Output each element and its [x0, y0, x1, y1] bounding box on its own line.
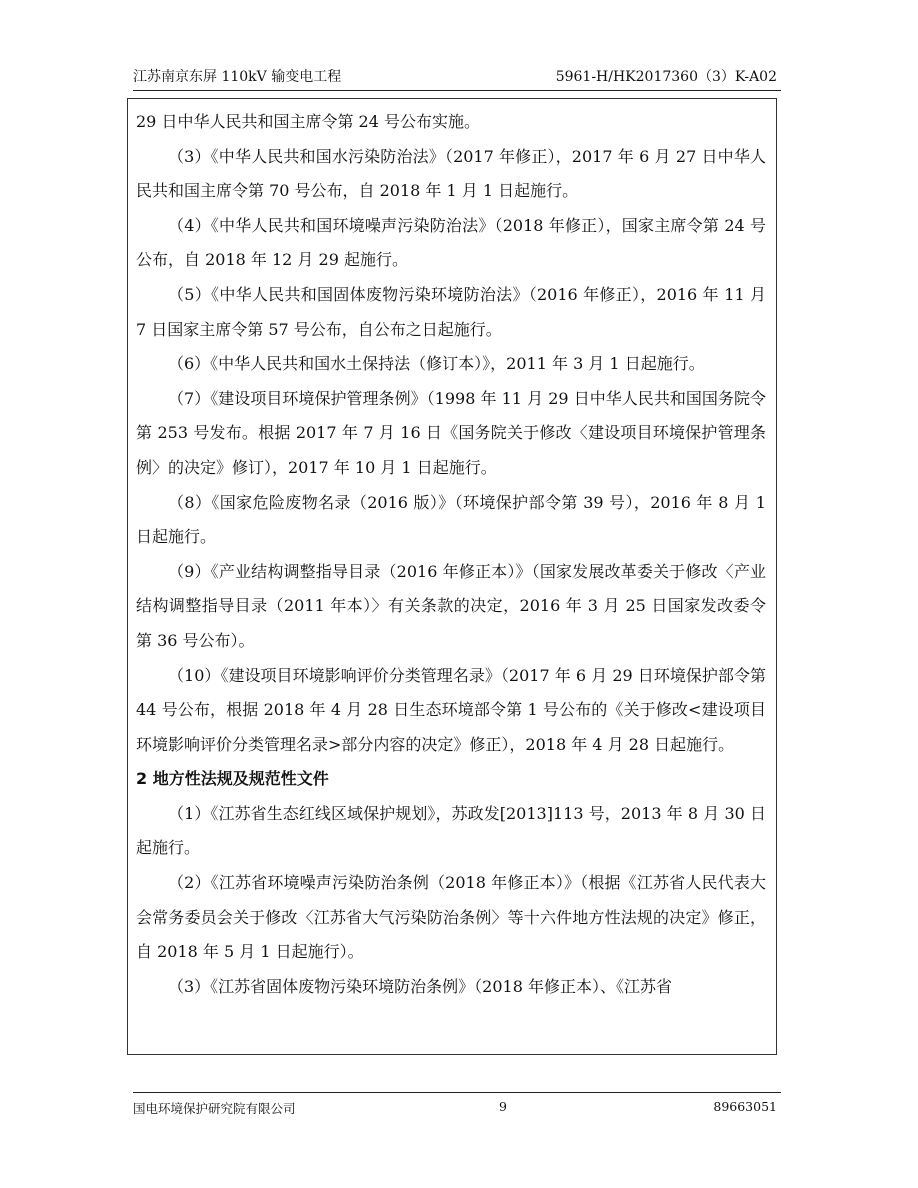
footer-code: 89663051 [713, 1099, 777, 1114]
page-footer [133, 1092, 781, 1121]
list-item: （9）《产业结构调整指导目录（2016 年修正本）》（国家发展改革委关于修改〈产业结构调整指导目录（2011 年本）〉有关条款的决定，2016 年 3 月 25 日国家发改委令第 36 号公布）。 [136, 561, 766, 650]
header-document-number: 5961-H/HK2017360（3）K-A02 [555, 69, 777, 85]
paragraph-continuation: 29 日中华人民共和国主席令第 24 号公布实施。 [136, 112, 480, 131]
list-item: （10）《建设项目环境影响评价分类管理名录》（2017 年 6 月 29 日环境保护部令第 44 号公布，根据 2018 年 4 月 28 日生态环境部令第 1 号公布的《关于修改<建设项目环境影响评价分类管理名录>部分内容的决定》修正），2018 年 4 月 28 日起施行。 [136, 665, 766, 754]
content-frame [127, 98, 777, 1055]
list-item: （1）《江苏省生态红线区域保护规划》，苏政发[2013]113 号，2013 年 8 月 30 日起施行。 [136, 803, 766, 858]
list-item: （2）《江苏省环境噪声污染防治条例（2018 年修正本）》（根据《江苏省人民代表大会常务委员会关于修改〈江苏省大气污染防治条例〉等十六件地方性法规的决定》修正，自 2018 年 5 月 1 日起施行）。 [136, 873, 766, 962]
list-item: （5）《中华人民共和国固体废物污染环境防治法》（2016 年修正），2016 年 11 月 7 日国家主席令第 57 号公布，自公布之日起施行。 [136, 284, 766, 339]
list-item: （6）《中华人民共和国水土保持法（修订本）》，2011 年 3 月 1 日起施行。 [168, 354, 705, 374]
page-header [133, 64, 781, 91]
list-item: （8）《国家危险废物名录（2016 版）》（环境保护部令第 39 号），2016 年 8 月 1 日起施行。 [136, 492, 766, 547]
list-item: （3）《江苏省固体废物污染环境防治条例》（2018 年修正本）、《江苏省 [168, 976, 672, 996]
footer-company: 国电环境保护研究院有限公司 [133, 1101, 296, 1116]
section-heading: 2 地方性法规及规范性文件 [136, 769, 329, 789]
list-item: （3）《中华人民共和国水污染防治法》（2017 年修正），2017 年 6 月 27 日中华人民共和国主席令第 70 号公布，自 2018 年 1 月 1 日起施行。 [136, 146, 766, 201]
list-item: （4）《中华人民共和国环境噪声污染防治法》（2018 年修正），国家主席令第 24 号公布，自 2018 年 12 月 29 起施行。 [136, 215, 766, 270]
content-body [128, 99, 776, 1004]
list-item: （7）《建设项目环境保护管理条例》（1998 年 11 月 29 日中华人民共和国国务院令第 253 号发布。根据 2017 年 7 月 16 日《国务院关于修改〈建设项目环境保护管理条例〉的决定》修订），2017 年 10 月 1 日起施行。 [136, 388, 766, 477]
header-project-title: 江苏南京东屏 110kV 输变电工程 [133, 69, 342, 85]
page-number: 9 [499, 1099, 507, 1114]
